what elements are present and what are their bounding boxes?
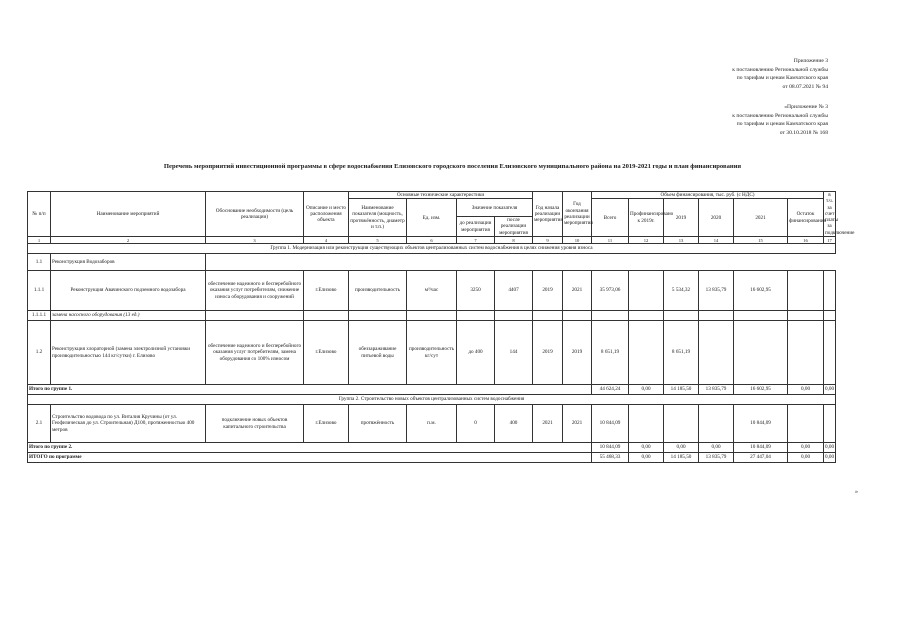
grand-remainder: 0,00 xyxy=(788,453,824,463)
group-1-2020: 13 835,79 xyxy=(699,385,734,395)
col-number: 12 xyxy=(629,237,664,244)
row-name: Строительство водовода по ул. Виталия Кручины (от ул. Геофизическая до ул. Строительная) Д100, протяженностью 400 метров xyxy=(51,405,206,443)
row-num: 1.1.1.1 xyxy=(28,311,51,321)
header-tech-param: Наименование показателя (мощность, протяжённость, диаметр и т.п.) xyxy=(349,199,407,237)
group-2-total: 10 844,09 xyxy=(592,443,629,453)
group-1-financed: 0,00 xyxy=(629,385,664,395)
group-2-2021: 10 844,09 xyxy=(734,443,788,453)
col-number: 13 xyxy=(664,237,699,244)
group-1-2019: 14 185,50 xyxy=(664,385,699,395)
group-2-incl: 0,00 xyxy=(824,443,836,453)
group-2-total-row xyxy=(28,443,836,453)
note-line: к постановлению Региональной службы xyxy=(732,66,828,73)
col-number: 16 xyxy=(788,237,824,244)
row-2021: 16 602,95 xyxy=(734,271,788,311)
note-line: от 30.10.2018 № 168 xyxy=(779,129,828,136)
row-name: Реконструкция Водозаборов xyxy=(51,254,206,271)
header-2019: 2019 xyxy=(664,199,699,237)
row-reason: подключение новых объектов капитального строительства xyxy=(206,405,304,443)
row-unit: производительность кг/сут xyxy=(407,321,457,385)
note-line: «Приложение № 3 xyxy=(784,104,828,110)
col-number: 9 xyxy=(533,237,563,244)
header-after: после реализации мероприятия xyxy=(495,217,533,237)
table-row xyxy=(28,321,836,385)
group-2-2020: 0,00 xyxy=(699,443,734,453)
col-number: 1 xyxy=(28,237,51,244)
row-before: до 400 xyxy=(457,321,495,385)
closing-quote-mark: » xyxy=(855,489,858,495)
column-numbers-row xyxy=(28,237,836,244)
grand-financed: 0,00 xyxy=(629,453,664,463)
row-start: 2021 xyxy=(533,405,563,443)
group-1-incl: 0,00 xyxy=(824,385,836,395)
row-total: 8 651,19 xyxy=(592,321,629,385)
group-2-remainder: 0,00 xyxy=(788,443,824,453)
row-financed xyxy=(629,405,664,443)
note-line: Приложение 3 xyxy=(793,58,828,64)
col-number: 8 xyxy=(495,237,533,244)
header-2021: 2021 xyxy=(734,199,788,237)
header-start-year: Год начала реализации мероприятия xyxy=(533,192,563,237)
row-location: г.Елизово xyxy=(304,321,349,385)
col-number: 5 xyxy=(349,237,407,244)
row-reason: обеспечение надежного и бесперебойного оказания услуг потребителям, замена оборудования со 100% износом xyxy=(206,321,304,385)
row-financed xyxy=(629,271,664,311)
header-unit: Ед. изм. xyxy=(407,199,457,237)
col-number: 7 xyxy=(457,237,495,244)
row-end: 2021 xyxy=(563,271,592,311)
row-num: 1.1.1 xyxy=(28,271,51,311)
group-2-2019: 0,00 xyxy=(664,443,699,453)
group-1-total-row xyxy=(28,385,836,395)
note-line: по тарифам и ценам Камчатского края xyxy=(736,75,828,82)
group-2-total-label: Итого по группе 2. xyxy=(28,443,592,453)
row-2020: 13 835,79 xyxy=(699,271,734,311)
investment-program-table xyxy=(27,191,855,463)
row-2019: 5 534,32 xyxy=(664,271,699,311)
col-number: 11 xyxy=(592,237,629,244)
col-number: 2 xyxy=(51,237,206,244)
header-reason: Обоснование необходимости (цель реализации) xyxy=(206,192,304,237)
group-1-2021: 16 602,95 xyxy=(734,385,788,395)
row-financed xyxy=(629,321,664,385)
row-total: 10 844,09 xyxy=(592,405,629,443)
row-before: 3250 xyxy=(457,271,495,311)
row-param: протяжённость xyxy=(349,405,407,443)
row-2021: 10 844,09 xyxy=(734,405,788,443)
header-total: Всего xyxy=(592,199,629,237)
header-row-1 xyxy=(28,192,836,199)
col-number: 6 xyxy=(407,237,457,244)
row-remainder xyxy=(788,405,824,443)
header-incl: в т.ч. за счет платы за подключение xyxy=(825,192,855,236)
row-start: 2019 xyxy=(533,271,563,311)
row-name: замена насосного оборудования (13 ед.) xyxy=(51,311,206,321)
header-before: до реализации мероприятия xyxy=(457,217,495,237)
group-2-title: Группа 2. Строительство новых объектов централизованных систем водоснабжения xyxy=(28,395,836,405)
row-incl xyxy=(824,405,836,443)
grand-total-label: ИТОГО по программе xyxy=(28,453,592,463)
header-num: № п/п xyxy=(28,192,51,237)
row-param: производительность xyxy=(349,271,407,311)
grand-2021: 27 447,04 xyxy=(734,453,788,463)
header-end-year: Год окончания реализации мероприятия xyxy=(563,192,592,237)
grand-total: 55 468,33 xyxy=(592,453,629,463)
grand-total-row xyxy=(28,453,836,463)
group-1-title: Группа 1. Модернизация или реконструкция существующих объектов централизованных систем водоснабжения в целях снижения уровня износа xyxy=(28,244,836,254)
row-end: 2021 xyxy=(563,405,592,443)
row-2020 xyxy=(699,321,734,385)
note-line: по тарифам и ценам Камчатского края xyxy=(736,121,828,128)
col-number: 17 xyxy=(824,237,836,244)
note-line: от 08.07.2021 № 94 xyxy=(782,83,828,90)
group-1-remainder: 0,00 xyxy=(788,385,824,395)
table-row xyxy=(28,311,836,321)
row-remainder xyxy=(788,271,824,311)
table-row xyxy=(28,254,836,271)
header-tech-group: Основные технические характеристики xyxy=(349,192,533,199)
grand-2020: 13 835,79 xyxy=(699,453,734,463)
header-location: Описание и место расположения объекта xyxy=(304,192,349,237)
row-name: Реконструкция Авачинского подземного водозабора xyxy=(51,271,206,311)
row-incl xyxy=(824,271,836,311)
row-start: 2019 xyxy=(533,321,563,385)
col-number: 14 xyxy=(699,237,734,244)
row-end: 2019 xyxy=(563,321,592,385)
row-unit: м³/час xyxy=(407,271,457,311)
row-2020 xyxy=(699,405,734,443)
header-name: Наименование мероприятий xyxy=(51,192,206,237)
row-unit: п.м. xyxy=(407,405,457,443)
row-num: 1.2 xyxy=(28,321,51,385)
row-num: 2.1 xyxy=(28,405,51,443)
row-num: 1.1 xyxy=(28,254,51,271)
group-2-heading-row xyxy=(28,395,836,405)
col-number: 3 xyxy=(206,237,304,244)
appendix-note-current xyxy=(732,57,828,91)
row-2019 xyxy=(664,405,699,443)
note-line: к постановлению Региональной службы xyxy=(732,112,828,119)
header-2020: 2020 xyxy=(699,199,734,237)
col-number: 15 xyxy=(734,237,788,244)
grand-incl: 0,00 xyxy=(824,453,836,463)
table-row xyxy=(28,271,836,311)
appendix-note-previous xyxy=(732,103,828,137)
header-fin-group: Объем финансирования, тыс. руб. (с НДС) xyxy=(592,192,824,199)
document-title: Перечень мероприятий инвестиционной программы в сфере водоснабжения Елизовского городского поселения Елизовского муниципального района на 2019-2021 годы и план финансирования xyxy=(163,163,742,170)
row-2021 xyxy=(734,321,788,385)
row-after: 144 xyxy=(495,321,533,385)
table-row xyxy=(28,405,836,443)
row-remainder xyxy=(788,321,824,385)
header-financed: Профинансировано к 2019г. xyxy=(629,199,664,237)
header-value-group: Значение показателя xyxy=(457,199,533,217)
group-2-financed: 0,00 xyxy=(629,443,664,453)
row-incl xyxy=(824,321,836,385)
row-2019: 8 651,19 xyxy=(664,321,699,385)
group-1-heading-row xyxy=(28,244,836,254)
grand-2019: 14 185,50 xyxy=(664,453,699,463)
row-name: Реконструкция хлораторной (замена электролизной установки производительностью 144 кг/сутки) г. Елизово xyxy=(51,321,206,385)
group-1-total: 44 624,24 xyxy=(592,385,629,395)
group-1-total-label: Итого по группе 1. xyxy=(28,385,592,395)
col-number: 4 xyxy=(304,237,349,244)
row-location: г.Елизово xyxy=(304,405,349,443)
col-number: 10 xyxy=(563,237,592,244)
header-remainder: Остаток финансирования xyxy=(788,199,824,237)
row-before: 0 xyxy=(457,405,495,443)
row-total: 35 973,06 xyxy=(592,271,629,311)
row-after: 4407 xyxy=(495,271,533,311)
row-after: 400 xyxy=(495,405,533,443)
row-location: г.Елизово xyxy=(304,271,349,311)
row-param: обеззараживание питьевой воды xyxy=(349,321,407,385)
row-reason: обеспечение надежного и бесперебойного оказания услуг потребителям, снижение износа оборудования и сооружений xyxy=(206,271,304,311)
